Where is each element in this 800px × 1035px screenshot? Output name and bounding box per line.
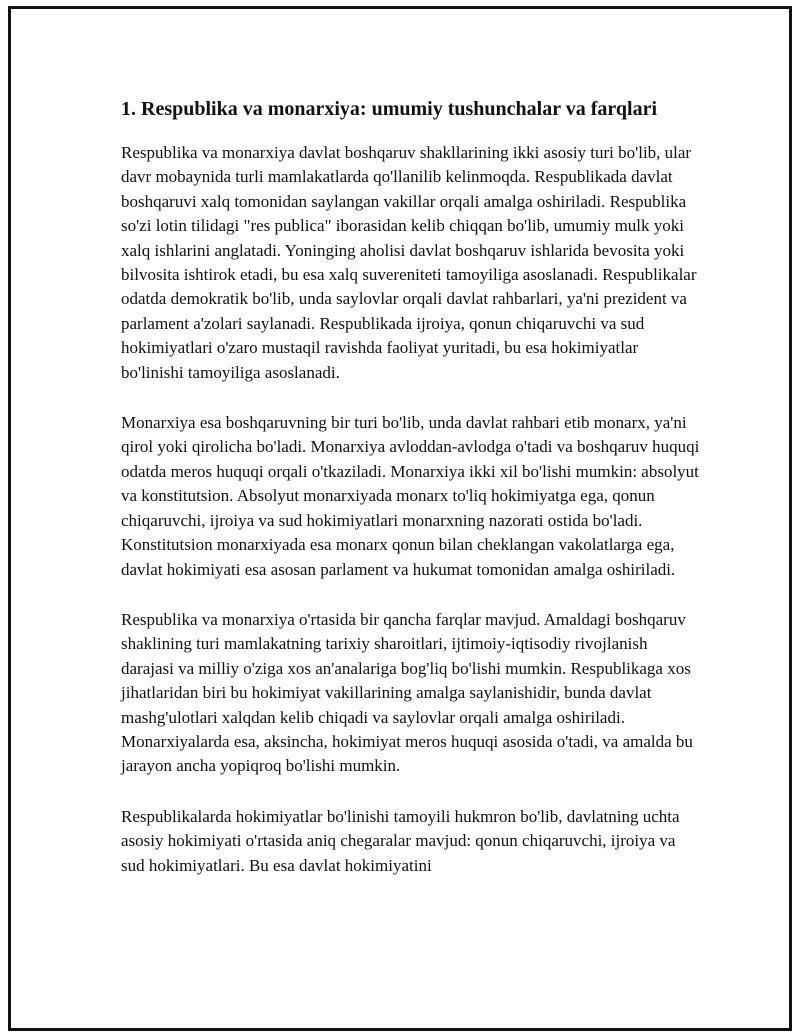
section-heading: 1. Respublika va monarxiya: umumiy tushunchalar va farqlari (121, 98, 658, 120)
paragraph-1: Respublika va monarxiya davlat boshqaruv shakllarining ikki asosiy turi bo'lib, ular davr mobaynida turli mamlakatlarda qo'llanilib kelinmoqda. Respublikada davlat boshqaruvi xalq tomonidan saylangan vakillar orqali amalga oshiriladi. Respublika so'zi lotin tilidagi "res publica" iborasidan kelib chiqqan bo'lib, umumiy mulk yoki xalq ishlarini anglatadi. Yoninging aholisi davlat boshqaruv ishlarida bevosita yoki bilvosita ishtirok etadi, bu esa xalq suvereniteti tamoyiliga asoslanadi. Respublikalar odatda demokratik bo'lib, unda saylovlar orqali davlat rahbarlari, ya'ni prezident va parlament a'zolari saylanadi. Respublikada ijroiya, qonun chiqaruvchi va sud hokimiyatlari o'zaro mustaqil ravishda faoliyat yuritadi, bu esa hokimiyatlar bo'linishi tamoyiliga asoslanadi. (121, 143, 697, 382)
document-page (8, 6, 792, 1031)
paragraph-3: Respublika va monarxiya o'rtasida bir qancha farqlar mavjud. Amaldagi boshqaruv shaklining turi mamlakatning tarixiy sharoitlari, ijtimoiy-iqtisodiy rivojlanish darajasi va milliy o'ziga xos an'analariga bog'liq bo'lishi mumkin. Respublikaga xos jihatlaridan biri bu hokimiyat vakillarining amalga saylanishidir, bunda davlat mashg'ulotlari xalqdan kelib chiqadi va saylovlar orqali amalga oshiriladi. Monarxiyalarda esa, aksincha, hokimiyat meros huquqi asosida o'tadi, va amalda bu jarayon ancha yopiqroq bo'lishi mumkin. (121, 609, 693, 776)
document-body (121, 95, 701, 904)
paragraph-2: Monarxiya esa boshqaruvning bir turi bo'lib, unda davlat rahbari etib monarx, ya'ni qirol yoki qirolicha bo'ladi. Monarxiya avloddan-avlodga o'tadi va boshqaruv huquqi odatda meros huquqi orqali o'tkaziladi. Monarxiya ikki xil bo'lishi mumkin: absolyut va konstitutsion. Absolyut monarxiyada monarx to'liq hokimiyatga ega, qonun chiqaruvchi, ijroiya va sud hokimiyatlari monarxning nazorati ostida bo'ladi. Konstitutsion monarxiyada esa monarx qonun bilan cheklangan vakolatlarga ega, davlat hokimiyati esa asosan parlament va hukumat tomonidan amalga oshiriladi. (121, 413, 700, 579)
paragraph-4: Respublikalarda hokimiyatlar bo'linishi tamoyili hukmron bo'lib, davlatning uchta asosiy hokimiyati o'rtasida aniq chegaralar mavjud: qonun chiqaruvchi, ijroiya va sud hokimiyatlari. Bu esa davlat hokimiyatini (121, 806, 680, 875)
